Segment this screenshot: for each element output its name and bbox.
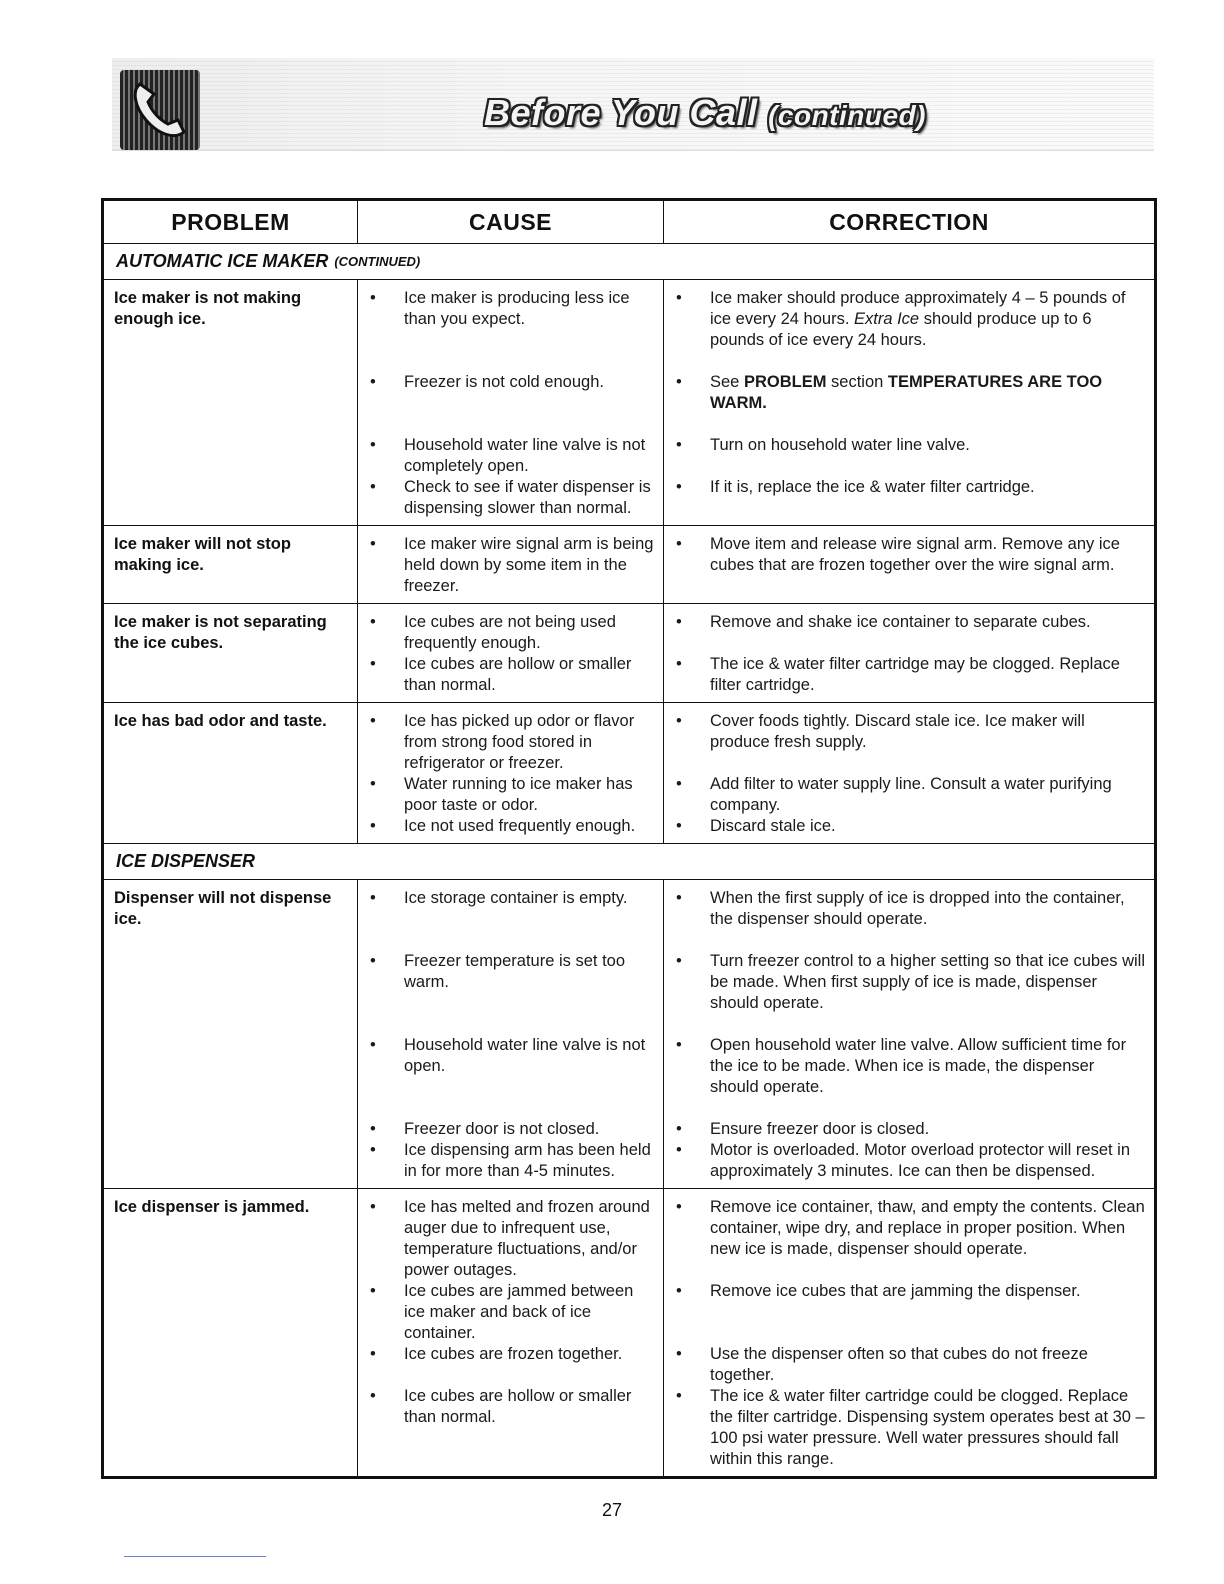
page-title: Before You Call (continued): [484, 92, 926, 133]
correction-item: [674, 951, 1146, 1014]
bullet-icon: •: [370, 1036, 376, 1054]
correction-text: Turn freezer control to a higher setting so that ice cubes will be made. When first supply of ice is made, dispenser should operate.: [710, 952, 1146, 1012]
bullet-icon: •: [370, 1387, 376, 1405]
header-correction: CORRECTION: [663, 201, 1154, 243]
cause-text: Ice maker wire signal arm is being held down by some item in the freezer.: [404, 535, 654, 595]
correction-item: [674, 1119, 1146, 1140]
correction-cell: [663, 1189, 1154, 1476]
correction-item: [674, 654, 1146, 696]
cause-text: Ice cubes are jammed between ice maker and back of ice container.: [404, 1282, 634, 1342]
bullet-icon: •: [676, 535, 682, 553]
table-row: [104, 703, 1154, 844]
header-banner: [112, 58, 1154, 151]
bullet-icon: •: [676, 1345, 682, 1363]
bullet-icon: •: [370, 1141, 376, 1159]
cause-item: [368, 612, 655, 654]
problem-cell: Ice dispenser is jammed.: [114, 1198, 310, 1216]
section-heading: [104, 244, 1154, 280]
bullet-icon: •: [370, 373, 376, 391]
correction-cell: [663, 703, 1154, 843]
correction-text: Ice maker should produce approximately 4 – 5 pounds of ice every 24 hours. Extra Ice should produce up to 6 pounds of ice every 24 hours.: [710, 289, 1126, 349]
correction-item: [674, 774, 1146, 816]
correction-text: The ice & water filter cartridge could be clogged. Replace the filter cartridge. Dispensing system operates best at 30 – 100 psi water pressure. Well water pressures should fall within this range.: [710, 1387, 1145, 1468]
correction-item: [674, 1035, 1146, 1098]
cause-cell: [357, 604, 663, 702]
bullet-icon: •: [676, 655, 682, 673]
correction-text: See PROBLEM section TEMPERATURES ARE TOO WARM.: [710, 373, 1103, 412]
bullet-icon: •: [676, 889, 682, 907]
section-title: ICE DISPENSER: [116, 851, 256, 871]
bullet-icon: •: [370, 535, 376, 553]
bullet-icon: •: [676, 373, 682, 391]
bullet-icon: •: [676, 289, 682, 307]
correction-item: [674, 1281, 1146, 1344]
bullet-icon: •: [676, 712, 682, 730]
correction-text: Remove ice cubes that are jamming the dispenser.: [710, 1282, 1081, 1300]
cause-item: [368, 816, 655, 837]
table-row: [104, 526, 1154, 604]
bullet-icon: •: [370, 712, 376, 730]
correction-item: [674, 711, 1146, 774]
problem-cell: Ice maker is not separating the ice cubes.: [114, 613, 327, 652]
cause-item: [368, 534, 655, 597]
cause-text: Ice dispensing arm has been held in for more than 4-5 minutes.: [404, 1141, 651, 1180]
cause-text: Household water line valve is not open.: [404, 1036, 646, 1075]
cause-item: [368, 1197, 655, 1281]
table-row: [104, 280, 1154, 526]
cause-item: [368, 888, 655, 930]
correction-item: [674, 435, 1146, 477]
cause-item: [368, 711, 655, 774]
bullet-icon: •: [370, 1198, 376, 1216]
table-row: [104, 1189, 1154, 1476]
correction-text: Motor is overloaded. Motor overload protector will reset in approximately 3 minutes. Ice can then be dispensed.: [710, 1141, 1131, 1180]
cause-item: [368, 288, 655, 351]
correction-text: Cover foods tightly. Discard stale ice. Ice maker will produce fresh supply.: [710, 712, 1085, 751]
correction-text: If it is, replace the ice & water filter cartridge.: [710, 478, 1035, 496]
correction-item: [674, 1344, 1146, 1386]
cause-item: [368, 372, 655, 414]
page-number: 27: [601, 1500, 623, 1520]
correction-text: Use the dispenser often so that cubes do not freeze together.: [710, 1345, 1088, 1384]
section-subtitle: (CONTINUED): [334, 254, 421, 269]
problem-cell: Ice maker is not making enough ice.: [114, 289, 302, 328]
cause-item: [368, 1344, 655, 1386]
cause-item: [368, 435, 655, 477]
cause-text: Water running to ice maker has poor taste or odor.: [404, 775, 633, 814]
cause-text: Freezer temperature is set too warm.: [404, 952, 626, 991]
bullet-icon: •: [370, 817, 376, 835]
cause-text: Household water line valve is not completely open.: [404, 436, 646, 475]
correction-text: Remove and shake ice container to separate cubes.: [710, 613, 1091, 631]
cause-text: Freezer door is not closed.: [404, 1120, 600, 1138]
bullet-icon: •: [370, 1345, 376, 1363]
correction-item: [674, 888, 1146, 930]
cause-text: Ice cubes are hollow or smaller than normal.: [404, 1387, 632, 1426]
bullet-icon: •: [676, 775, 682, 793]
correction-text: The ice & water filter cartridge may be clogged. Replace filter cartridge.: [710, 655, 1120, 694]
problem-cell: Dispenser will not dispense ice.: [114, 889, 332, 928]
bullet-icon: •: [676, 1282, 682, 1300]
cause-item: [368, 1140, 655, 1182]
cause-text: Ice has melted and frozen around auger due to infrequent use, temperature fluctuations, and/or power outages.: [404, 1198, 650, 1279]
bullet-icon: •: [676, 1120, 682, 1138]
cause-item: [368, 477, 655, 519]
bullet-icon: •: [676, 817, 682, 835]
table-header: [104, 201, 1154, 244]
bullet-icon: •: [370, 1282, 376, 1300]
correction-cell: [663, 280, 1154, 525]
correction-cell: [663, 880, 1154, 1188]
correction-text: Move item and release wire signal arm. Remove any ice cubes that are frozen together over the wire signal arm.: [710, 535, 1120, 574]
correction-item: [674, 534, 1146, 597]
cause-text: Freezer is not cold enough.: [404, 373, 604, 391]
correction-cell: [663, 604, 1154, 702]
correction-text: Discard stale ice.: [710, 817, 836, 835]
correction-text: When the first supply of ice is dropped into the container, the dispenser should operate.: [710, 889, 1125, 928]
footer-rule: [124, 1556, 266, 1557]
cause-text: Ice cubes are frozen together.: [404, 1345, 623, 1363]
cause-item: [368, 654, 655, 696]
correction-text: Turn on household water line valve.: [710, 436, 970, 454]
section-title: AUTOMATIC ICE MAKER: [116, 251, 329, 271]
bullet-icon: •: [370, 952, 376, 970]
bullet-icon: •: [370, 889, 376, 907]
problem-cell: Ice maker will not stop making ice.: [114, 535, 291, 574]
telephone-icon: [120, 70, 200, 150]
correction-text: Remove ice container, thaw, and empty the contents. Clean container, wipe dry, and replace in proper position. When new ice is made, dispenser should operate.: [710, 1198, 1145, 1258]
section-heading: [104, 844, 1154, 880]
bullet-icon: •: [370, 478, 376, 496]
correction-item: [674, 816, 1146, 837]
bullet-icon: •: [370, 436, 376, 454]
cause-text: Ice maker is producing less ice than you expect.: [404, 289, 630, 328]
cause-item: [368, 1035, 655, 1098]
correction-text: Add filter to water supply line. Consult a water purifying company.: [710, 775, 1112, 814]
correction-item: [674, 288, 1146, 351]
cause-cell: [357, 880, 663, 1188]
bullet-icon: •: [676, 1198, 682, 1216]
bullet-icon: •: [676, 436, 682, 454]
cause-cell: [357, 526, 663, 603]
correction-text: Open household water line valve. Allow sufficient time for the ice to be made. When ice is made, the dispenser should operate.: [710, 1036, 1127, 1096]
problem-cell: Ice has bad odor and taste.: [114, 712, 327, 730]
bullet-icon: •: [370, 775, 376, 793]
cause-item: [368, 1386, 655, 1470]
cause-text: Ice cubes are not being used frequently enough.: [404, 613, 616, 652]
bullet-icon: •: [370, 1120, 376, 1138]
bullet-icon: •: [676, 478, 682, 496]
cause-text: Ice storage container is empty.: [404, 889, 628, 907]
cause-text: Ice not used frequently enough.: [404, 817, 636, 835]
correction-item: [674, 1386, 1146, 1470]
correction-item: [674, 477, 1146, 519]
cause-item: [368, 774, 655, 816]
bullet-icon: •: [676, 1387, 682, 1405]
bullet-icon: •: [370, 289, 376, 307]
correction-item: [674, 1140, 1146, 1182]
cause-item: [368, 1119, 655, 1140]
cause-cell: [357, 1189, 663, 1476]
cause-text: Ice cubes are hollow or smaller than normal.: [404, 655, 632, 694]
cause-text: Check to see if water dispenser is dispensing slower than normal.: [404, 478, 651, 517]
bullet-icon: •: [370, 655, 376, 673]
header-problem: PROBLEM: [171, 208, 290, 235]
cause-text: Ice has picked up odor or flavor from strong food stored in refrigerator or freezer.: [404, 712, 635, 772]
bullet-icon: •: [370, 613, 376, 631]
bullet-icon: •: [676, 613, 682, 631]
cause-item: [368, 1281, 655, 1344]
correction-item: [674, 1197, 1146, 1281]
troubleshooting-table: [101, 198, 1157, 1479]
correction-cell: [663, 526, 1154, 603]
header-cause: CAUSE: [357, 201, 663, 243]
table-row: [104, 604, 1154, 703]
bullet-icon: •: [676, 952, 682, 970]
correction-text: Ensure freezer door is closed.: [710, 1120, 930, 1138]
cause-cell: [357, 280, 663, 525]
bullet-icon: •: [676, 1141, 682, 1159]
table-row: [104, 880, 1154, 1189]
correction-item: [674, 372, 1146, 414]
bullet-icon: •: [676, 1036, 682, 1054]
cause-item: [368, 951, 655, 1014]
cause-cell: [357, 703, 663, 843]
correction-item: [674, 612, 1146, 654]
